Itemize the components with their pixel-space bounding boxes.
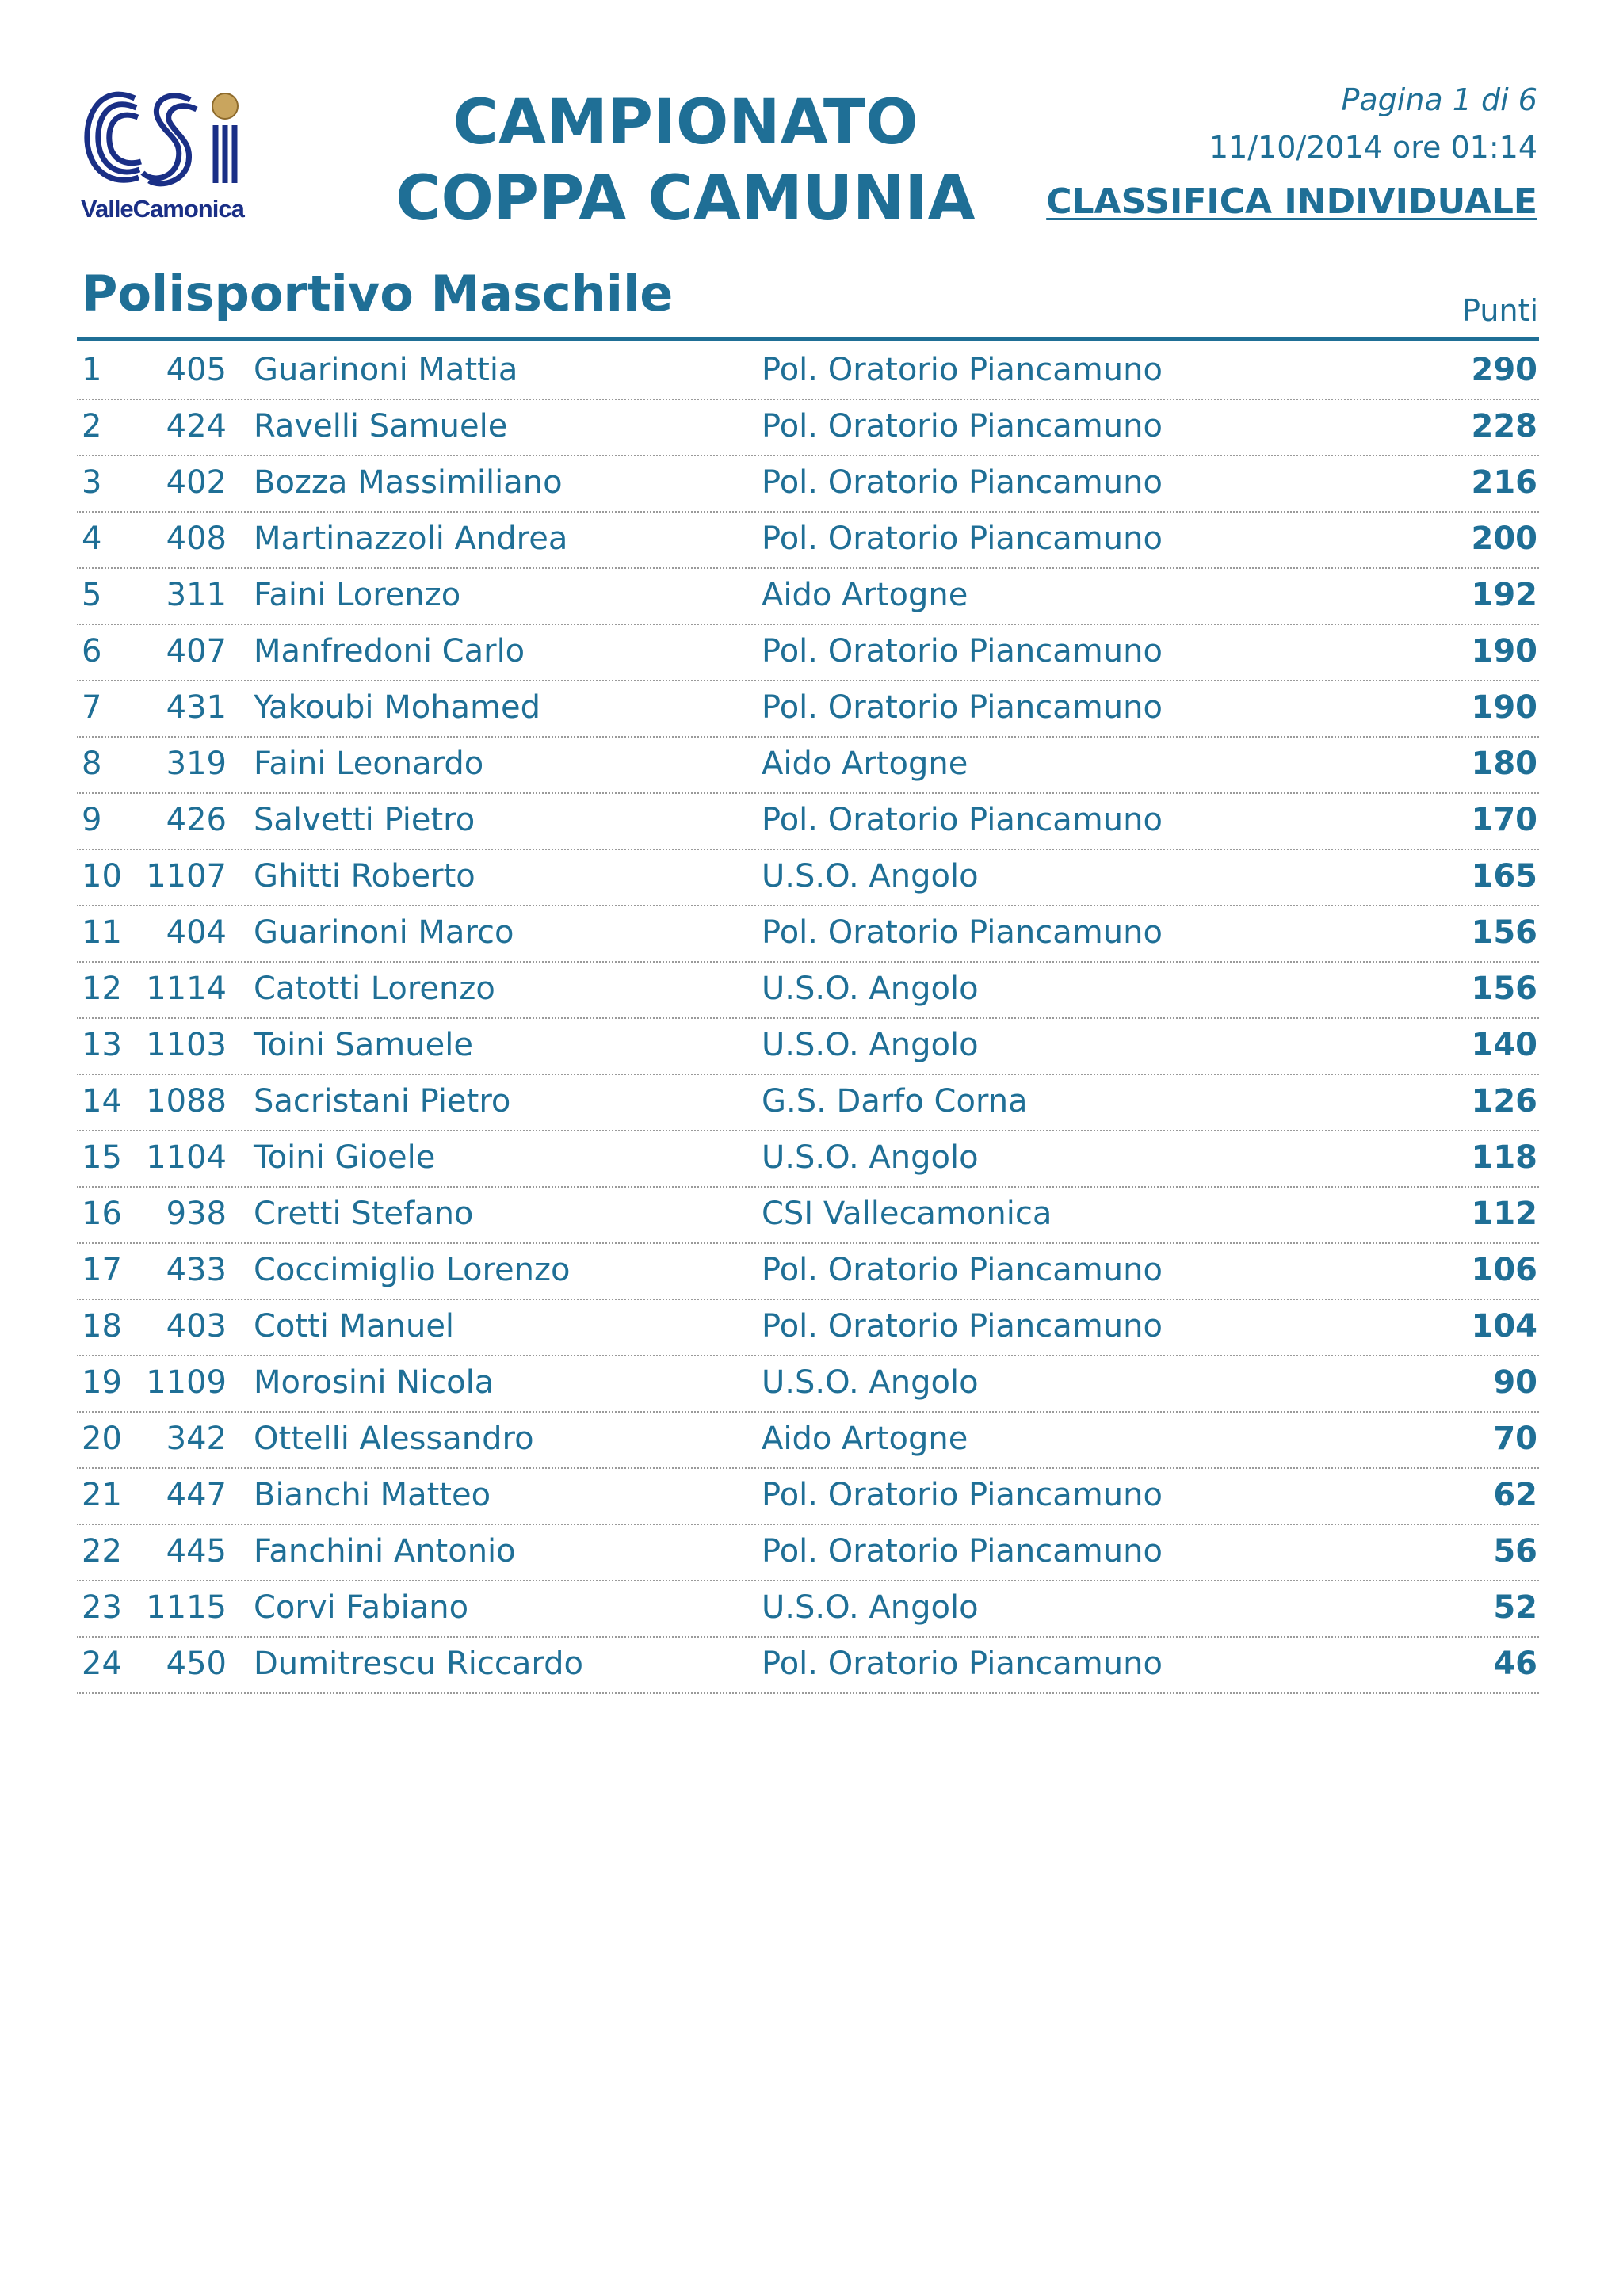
- athlete-name-cell: Bianchi Matteo: [254, 1477, 491, 1513]
- table-row: [77, 1019, 1539, 1075]
- bib-number-cell: 342: [166, 1421, 227, 1457]
- team-cell: Pol. Oratorio Piancamuno: [762, 521, 1163, 557]
- athlete-name-cell: Guarinoni Mattia: [254, 352, 518, 388]
- rank-cell: 16: [82, 1196, 122, 1232]
- points-cell: 56: [1493, 1533, 1537, 1569]
- team-cell: CSI Vallecamonica: [762, 1196, 1052, 1232]
- table-row: [77, 1413, 1539, 1469]
- bib-number-cell: 450: [166, 1646, 227, 1682]
- rank-cell: 7: [82, 689, 102, 726]
- rank-cell: 9: [82, 802, 102, 838]
- table-row: [77, 456, 1539, 513]
- points-cell: 216: [1471, 464, 1537, 501]
- team-cell: Pol. Oratorio Piancamuno: [762, 1533, 1163, 1569]
- section-title: Polisportivo Maschile: [82, 265, 674, 322]
- table-row: [77, 794, 1539, 850]
- table-row: [77, 1188, 1539, 1244]
- bib-number-cell: 319: [166, 746, 227, 782]
- team-cell: Aido Artogne: [762, 577, 968, 613]
- athlete-name-cell: Sacristani Pietro: [254, 1083, 511, 1119]
- rank-cell: 6: [82, 633, 102, 669]
- csi-logo: [79, 76, 242, 231]
- team-cell: U.S.O. Angolo: [762, 971, 979, 1007]
- header-divider: [77, 337, 1539, 341]
- points-cell: 190: [1471, 633, 1537, 669]
- rank-cell: 3: [82, 464, 102, 501]
- rank-cell: 5: [82, 577, 102, 613]
- rank-cell: 13: [82, 1027, 122, 1063]
- bib-number-cell: 1109: [146, 1364, 227, 1401]
- bib-number-cell: 447: [166, 1477, 227, 1513]
- table-row: [77, 625, 1539, 681]
- points-cell: 112: [1471, 1196, 1537, 1232]
- bib-number-cell: 408: [166, 521, 227, 557]
- athlete-name-cell: Coccimiglio Lorenzo: [254, 1252, 571, 1288]
- athlete-name-cell: Martinazzoli Andrea: [254, 521, 568, 557]
- table-row: [77, 1581, 1539, 1638]
- athlete-name-cell: Ghitti Roberto: [254, 858, 475, 894]
- team-cell: Pol. Oratorio Piancamuno: [762, 689, 1163, 726]
- team-cell: Aido Artogne: [762, 746, 968, 782]
- table-row: [77, 1525, 1539, 1581]
- athlete-name-cell: Faini Lorenzo: [254, 577, 461, 613]
- team-cell: U.S.O. Angolo: [762, 858, 979, 894]
- rank-cell: 23: [82, 1589, 122, 1626]
- athlete-name-cell: Salvetti Pietro: [254, 802, 475, 838]
- athlete-name-cell: Cotti Manuel: [254, 1308, 455, 1344]
- points-cell: 70: [1493, 1421, 1537, 1457]
- points-cell: 140: [1471, 1027, 1537, 1063]
- bib-number-cell: 1104: [146, 1139, 227, 1176]
- bib-number-cell: 424: [166, 408, 227, 444]
- rank-cell: 18: [82, 1308, 122, 1344]
- team-cell: Pol. Oratorio Piancamuno: [762, 802, 1163, 838]
- points-cell: 165: [1471, 858, 1537, 894]
- table-row: [77, 1356, 1539, 1413]
- team-cell: Aido Artogne: [762, 1421, 968, 1457]
- points-cell: 118: [1471, 1139, 1537, 1176]
- athlete-name-cell: Faini Leonardo: [254, 746, 484, 782]
- table-row: [77, 1638, 1539, 1694]
- rank-cell: 20: [82, 1421, 122, 1457]
- page-title-line1: CAMPIONATO: [453, 87, 918, 158]
- points-cell: 156: [1471, 914, 1537, 951]
- rank-cell: 17: [82, 1252, 122, 1288]
- bib-number-cell: 405: [166, 352, 227, 388]
- points-cell: 228: [1471, 408, 1537, 444]
- points-cell: 200: [1471, 521, 1537, 557]
- athlete-name-cell: Ravelli Samuele: [254, 408, 508, 444]
- points-cell: 106: [1471, 1252, 1537, 1288]
- page-title-line2: COPPA CAMUNIA: [395, 163, 976, 235]
- bib-number-cell: 1088: [146, 1083, 227, 1119]
- points-cell: 52: [1493, 1589, 1537, 1626]
- bib-number-cell: 426: [166, 802, 227, 838]
- team-cell: U.S.O. Angolo: [762, 1364, 979, 1401]
- athlete-name-cell: Ottelli Alessandro: [254, 1421, 534, 1457]
- bib-number-cell: 407: [166, 633, 227, 669]
- athlete-name-cell: Bozza Massimiliano: [254, 464, 563, 501]
- team-cell: Pol. Oratorio Piancamuno: [762, 352, 1163, 388]
- points-cell: 126: [1471, 1083, 1537, 1119]
- rank-cell: 4: [82, 521, 102, 557]
- bib-number-cell: 445: [166, 1533, 227, 1569]
- team-cell: Pol. Oratorio Piancamuno: [762, 633, 1163, 669]
- bib-number-cell: 403: [166, 1308, 227, 1344]
- team-cell: G.S. Darfo Corna: [762, 1083, 1028, 1119]
- rank-cell: 8: [82, 746, 102, 782]
- team-cell: Pol. Oratorio Piancamuno: [762, 1308, 1163, 1344]
- ranking-table: [77, 344, 1539, 1694]
- points-cell: 190: [1471, 689, 1537, 726]
- athlete-name-cell: Yakoubi Mohamed: [254, 689, 541, 726]
- athlete-name-cell: Cretti Stefano: [254, 1196, 474, 1232]
- points-cell: 180: [1471, 746, 1537, 782]
- rank-cell: 14: [82, 1083, 122, 1119]
- athlete-name-cell: Catotti Lorenzo: [254, 971, 495, 1007]
- points-cell: 46: [1493, 1646, 1537, 1682]
- athlete-name-cell: Fanchini Antonio: [254, 1533, 516, 1569]
- athlete-name-cell: Toini Samuele: [254, 1027, 473, 1063]
- rank-cell: 15: [82, 1139, 122, 1176]
- bib-number-cell: 311: [166, 577, 227, 613]
- athlete-name-cell: Guarinoni Marco: [254, 914, 514, 951]
- athlete-name-cell: Dumitrescu Riccardo: [254, 1646, 583, 1682]
- rank-cell: 11: [82, 914, 122, 951]
- table-row: [77, 1300, 1539, 1356]
- table-row: [77, 569, 1539, 625]
- table-row: [77, 344, 1539, 400]
- team-cell: Pol. Oratorio Piancamuno: [762, 1252, 1163, 1288]
- bib-number-cell: 1115: [146, 1589, 227, 1626]
- team-cell: Pol. Oratorio Piancamuno: [762, 1646, 1163, 1682]
- points-cell: 104: [1471, 1308, 1537, 1344]
- athlete-name-cell: Morosini Nicola: [254, 1364, 495, 1401]
- table-row: [77, 1469, 1539, 1525]
- team-cell: U.S.O. Angolo: [762, 1139, 979, 1176]
- bib-number-cell: 1114: [146, 971, 227, 1007]
- points-cell: 156: [1471, 971, 1537, 1007]
- rank-cell: 2: [82, 408, 102, 444]
- bib-number-cell: 1107: [146, 858, 227, 894]
- rank-cell: 10: [82, 858, 122, 894]
- points-cell: 90: [1493, 1364, 1537, 1401]
- table-row: [77, 1131, 1539, 1188]
- table-row: [77, 1075, 1539, 1131]
- table-row: [77, 906, 1539, 963]
- rank-cell: 24: [82, 1646, 122, 1682]
- team-cell: U.S.O. Angolo: [762, 1027, 979, 1063]
- team-cell: Pol. Oratorio Piancamuno: [762, 464, 1163, 501]
- table-row: [77, 681, 1539, 738]
- athlete-name-cell: Toini Gioele: [254, 1139, 436, 1176]
- team-cell: Pol. Oratorio Piancamuno: [762, 1477, 1163, 1513]
- bib-number-cell: 402: [166, 464, 227, 501]
- team-cell: U.S.O. Angolo: [762, 1589, 979, 1626]
- bib-number-cell: 431: [166, 689, 227, 726]
- table-row: [77, 1244, 1539, 1300]
- table-row: [77, 400, 1539, 456]
- csi-logo-mark: [79, 76, 242, 195]
- table-row: [77, 963, 1539, 1019]
- points-cell: 290: [1471, 352, 1537, 388]
- table-row: [77, 738, 1539, 794]
- ball-icon: [212, 93, 238, 119]
- rank-cell: 22: [82, 1533, 122, 1569]
- athlete-name-cell: Corvi Fabiano: [254, 1589, 469, 1626]
- rank-cell: 12: [82, 971, 122, 1007]
- team-cell: Pol. Oratorio Piancamuno: [762, 914, 1163, 951]
- table-row: [77, 850, 1539, 906]
- points-cell: 170: [1471, 802, 1537, 838]
- points-column-header: Punti: [1462, 293, 1538, 328]
- bib-number-cell: 404: [166, 914, 227, 951]
- rank-cell: 19: [82, 1364, 122, 1401]
- team-cell: Pol. Oratorio Piancamuno: [762, 408, 1163, 444]
- bib-number-cell: 433: [166, 1252, 227, 1288]
- rank-cell: 1: [82, 352, 102, 388]
- rank-cell: 21: [82, 1477, 122, 1513]
- page-info: Pagina 1 di 6: [1341, 82, 1537, 117]
- classification-label: CLASSIFICA INDIVIDUALE: [1046, 181, 1537, 222]
- points-cell: 62: [1493, 1477, 1537, 1513]
- points-cell: 192: [1471, 577, 1537, 613]
- athlete-name-cell: Manfredoni Carlo: [254, 633, 525, 669]
- bib-number-cell: 1103: [146, 1027, 227, 1063]
- bib-number-cell: 938: [166, 1196, 227, 1232]
- logo-text: ValleCamonica: [81, 195, 244, 223]
- report-datetime: 11/10/2014 ore 01:14: [1209, 130, 1537, 165]
- table-row: [77, 513, 1539, 569]
